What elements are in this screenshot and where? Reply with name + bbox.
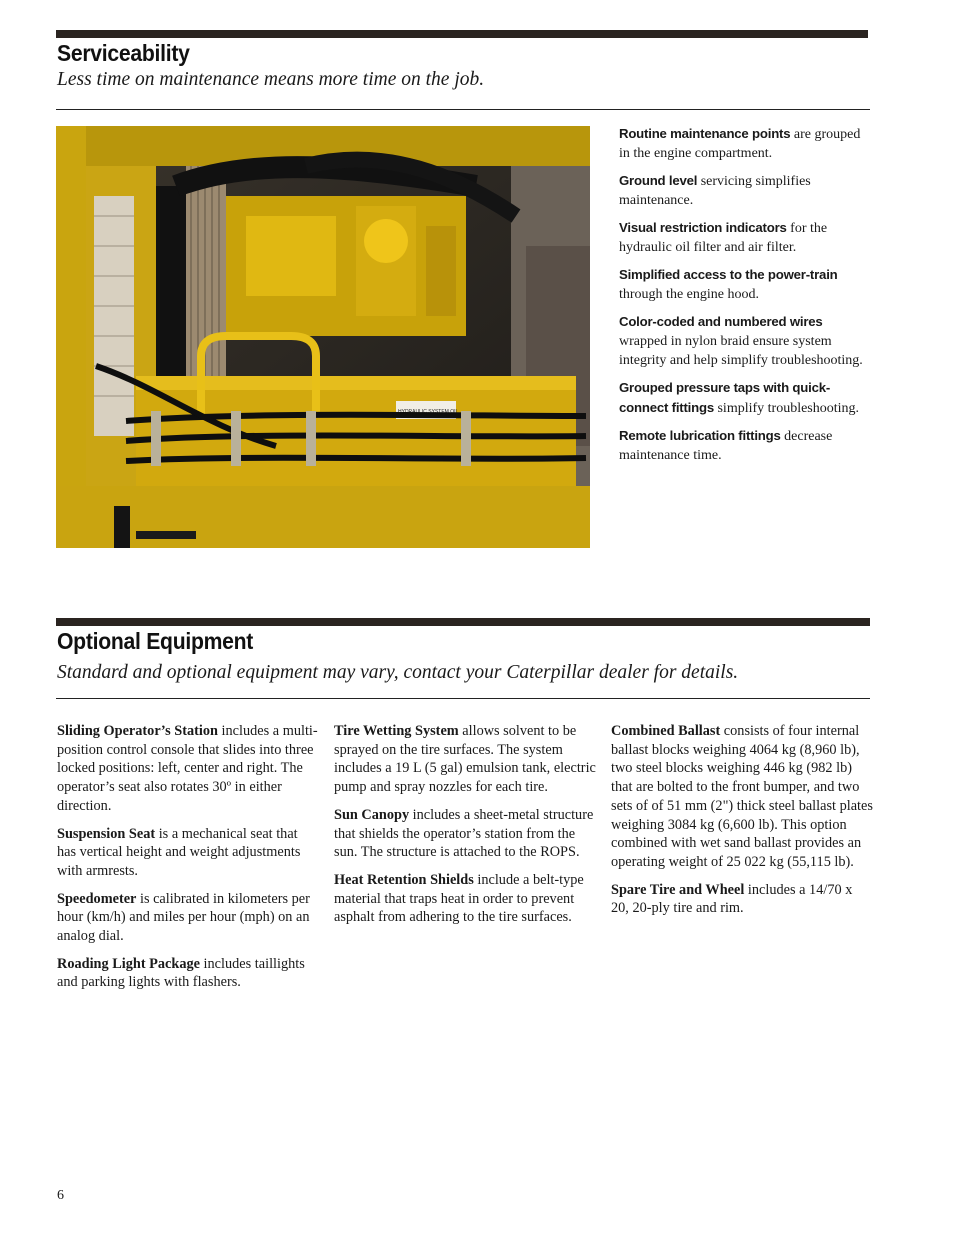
section-bar-serviceability (56, 30, 868, 38)
feature-item: Grouped pressure taps with quick-connect fittings simplify troubleshooting. (619, 380, 860, 416)
engine-compartment-photo (56, 126, 590, 548)
section-divider (56, 109, 870, 110)
feature-item: Remote lubrication fittings decrease maintenance time. (619, 428, 833, 463)
equipment-item: Combined Ballast consists of four internal ballast blocks weighing 4064 kg (8,960 lb), two steel blocks weighing 446 kg (982 lb) that are bolted to the front bumper, and two sets of of 51 mm (2") thick steel ballast plates weighing 3084 kg (6,600 lb). This option combined with wet sand ballast provides an operating weight of 25 022 kg (55,115 lb). (611, 723, 873, 870)
feature-item: Ground level servicing simplifies maintenance. (619, 173, 811, 208)
equipment-item: Roading Light Package includes taillights and parking lights with flashers. (57, 955, 305, 991)
feature-item: Visual restriction indicators for the hydraulic oil filter and air filter. (619, 220, 828, 255)
equipment-item: Suspension Seat is a mechanical seat that has vertical height and weight adjustments with armrests. (57, 825, 301, 879)
equipment-column-2 (334, 722, 596, 936)
equipment-item: Heat Retention Shields include a belt-type material that traps heat in order to prevent asphalt from adhering to the tire surfaces. (334, 871, 584, 926)
equipment-item: Tire Wetting System allows solvent to be sprayed on the tire surfaces. The system includes a 19 L (5 gal) emulsion tank, electric pump and spray nozzles for each tire. (334, 723, 596, 796)
section-bar-optional-equipment (56, 618, 870, 626)
equipment-item: Spare Tire and Wheel includes a 14/70 x 20, 20-ply tire and rim. (611, 881, 853, 917)
equipment-column-3 (611, 722, 873, 927)
tank-label: HYDRAULIC SYSTEM OIL (398, 409, 459, 415)
equipment-item: Sun Canopy includes a sheet-metal structure that shields the operator’s station from the sun. The structure is attached to the ROPS. (334, 806, 594, 861)
equipment-item: Speedometer is calibrated in kilometers per hour (km/h) and miles per hour (mph) on an analog dial. (57, 890, 310, 945)
section-divider (56, 698, 870, 699)
feature-item: Color-coded and numbered wires wrapped in nylon braid ensure system integrity and help simplify troubleshooting. (619, 314, 863, 368)
equipment-item: Sliding Operator’s Station includes a multi-position control console that slides into three locked positions: left, center and right. The operator’s seat also rotates 30º in either direction. (57, 723, 318, 814)
section-title-serviceability: Serviceability (57, 40, 190, 66)
page-number: 6 (57, 1188, 64, 1203)
section-title-optional-equipment: Optional Equipment (57, 628, 254, 654)
section-subtitle-optional-equipment: Standard and optional equipment may vary, contact your Caterpillar dealer for details. (57, 662, 739, 683)
feature-item: Routine maintenance points are grouped in the engine compartment. (619, 126, 861, 161)
serviceability-feature-list (619, 124, 869, 473)
section-subtitle-serviceability: Less time on maintenance means more time on the job. (57, 69, 485, 90)
feature-item: Simplified access to the power-train through the engine hood. (619, 267, 838, 302)
equipment-column-1 (57, 722, 319, 1001)
